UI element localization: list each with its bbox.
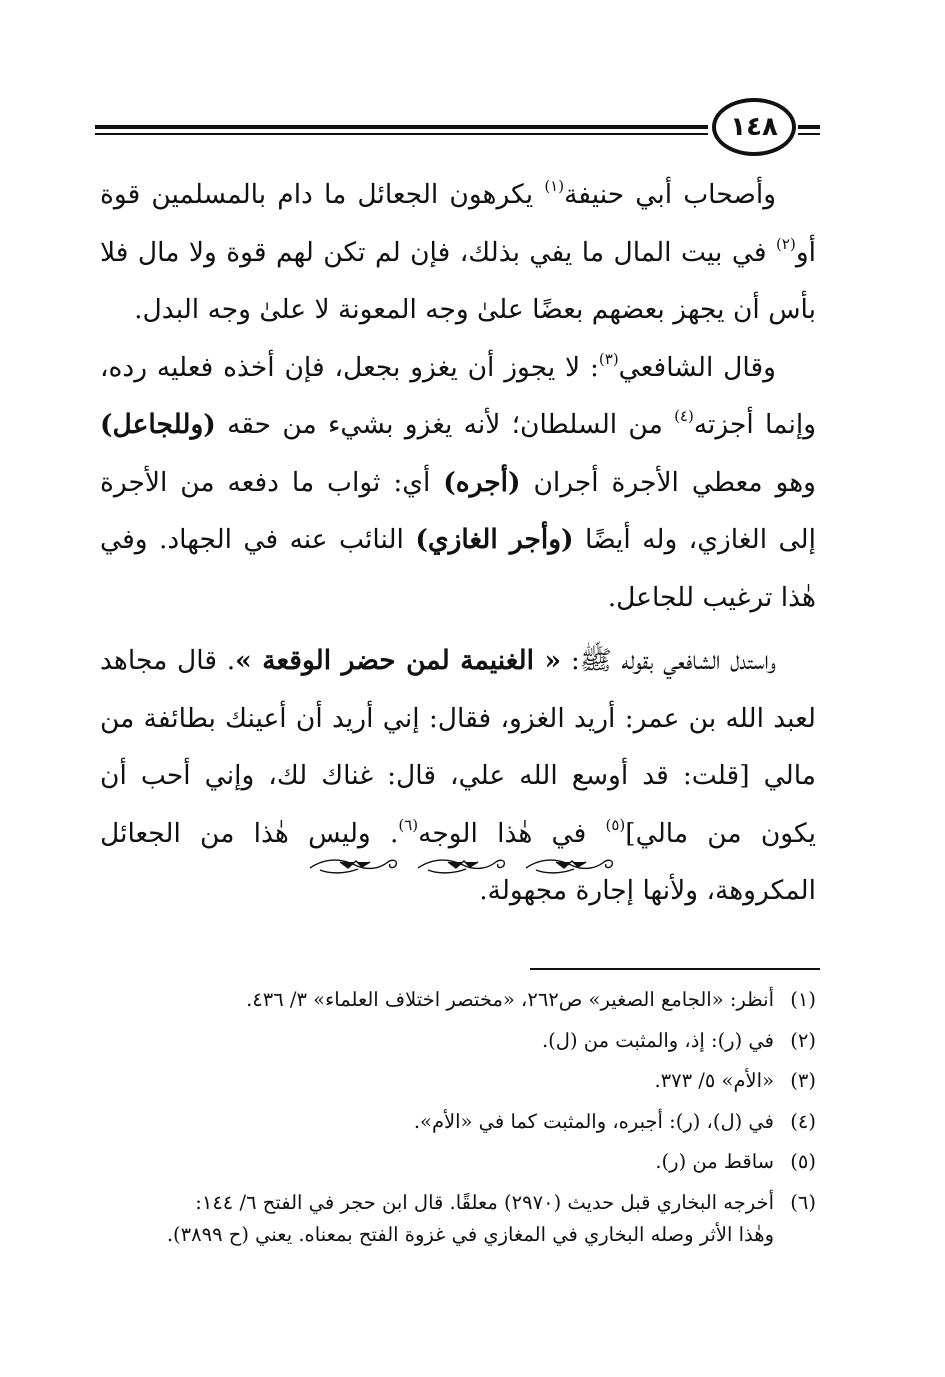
text-run: . وليس هٰذا من الجعائل المكروهة، ولأنها إجارة مجهولة.	[100, 817, 816, 906]
text-run: وقال الشافعي	[618, 351, 776, 383]
footnote-6-continuation: وهٰذا الأثر وصله البخاري في المغازي في غزوة الفتح بمعناه. يعني (ح ٣٨٩٩).	[166, 1223, 774, 1246]
footnotes	[100, 980, 816, 1253]
bold-term: (وللجاعل)	[100, 409, 216, 440]
footnote-5	[100, 1142, 816, 1183]
footnote-ref-2[interactable]: (٢)	[776, 234, 796, 253]
header-rule-right-thin	[798, 133, 820, 135]
footnote-ref-4[interactable]: (٤)	[674, 407, 694, 425]
footnote-number: (٤)	[790, 1109, 816, 1133]
footnote-text: «الأم» ٥/ ٣٧٣.	[654, 1069, 774, 1092]
bold-term: (وأجر الغازي)	[415, 524, 574, 555]
footnote-number: (٦)	[790, 1190, 816, 1214]
footnote-text: في (ل)، (ر): أجبره، والمثبت كما في «الأم».	[413, 1109, 774, 1133]
footnote-2	[100, 1021, 816, 1062]
footnote-3	[100, 1061, 816, 1102]
page-header	[95, 98, 820, 162]
section-divider-ornament	[300, 850, 620, 880]
text-run: : لا يجوز أن يغزو بجعل، فإن أخذه فعليه رده، وإنما أجزته	[100, 351, 816, 440]
text-run: يكرهون الجعائل ما دام بالمسلمين قوة أو	[100, 179, 816, 268]
footnote-ref-1[interactable]: (١)	[544, 177, 565, 195]
text-run: النائب عنه في الجهاد. وفي هٰذا ترغيب للجاعل.	[100, 524, 816, 613]
footnote-separator	[530, 968, 820, 970]
text-run: وأصحاب أبي حنيفة	[564, 179, 776, 210]
footnote-number: (١)	[790, 988, 816, 1011]
paragraph-1	[100, 166, 816, 339]
text-run: وهو معطي الأجرة أجران	[520, 466, 816, 498]
text-run: واستدل الشافعي بقوله ﷺ:	[561, 645, 777, 676]
footnote-text: في (ر): إذ، والمثبت من (ل).	[541, 1028, 774, 1052]
text-run: أي: ثواب ما دفعه من الأجرة إلى الغازي، وله أيضًا	[100, 466, 816, 555]
header-rule-thin	[95, 133, 708, 135]
main-text	[100, 166, 816, 920]
footnote-text: أخرجه البخاري قبل حديث (٢٩٧٠) معلقًا. قال ابن حجر في الفتح ٦/ ١٤٤:	[195, 1190, 774, 1214]
footnote-number: (٢)	[790, 1028, 816, 1052]
footnote-1	[100, 980, 816, 1021]
text-run: في هٰذا الوجه	[418, 817, 606, 849]
header-rule	[95, 125, 708, 129]
footnote-text: أنظر: «الجامع الصغير» ص٢٦٢، «مختصر اختلاف العلماء» ٣/ ٤٣٦.	[246, 988, 774, 1011]
text-run: . قال مجاهد لعبد الله بن عمر: أريد الغزو، فقال: إني أريد أن أعينك بطائفة من مالي [قلت: قد أوسع الله علي، قال: غناك لك، وإني أحب أن يكون من مالي]	[100, 645, 816, 849]
paragraph-2	[100, 339, 816, 627]
text-run: في بيت المال ما يفي بذلك، فإن لم تكن لهم قوة ولا مال فلا بأس أن يجهز بعضهم بعضًا علىٰ وجه المعونة لا علىٰ وجه البدل.	[100, 236, 816, 325]
footnote-number: (٥)	[790, 1150, 816, 1173]
footnote-ref-3[interactable]: (٣)	[598, 349, 619, 368]
page-number: ١٤٨	[712, 98, 796, 156]
footnote-ref-6[interactable]: (٦)	[398, 815, 419, 834]
footnote-ref-5[interactable]: (٥)	[605, 815, 626, 834]
header-rule-right	[798, 125, 820, 129]
footnote-number: (٣)	[790, 1069, 816, 1092]
text-run: من السلطان؛ لأنه يغزو بشيء من حقه	[215, 409, 675, 440]
footnote-text: ساقط من (ر).	[655, 1150, 774, 1173]
hadith-quote: « الغنيمة لمن حضر الوقعة »	[235, 645, 562, 676]
footnote-4	[100, 1102, 816, 1143]
bold-term: (أجره)	[443, 466, 521, 498]
